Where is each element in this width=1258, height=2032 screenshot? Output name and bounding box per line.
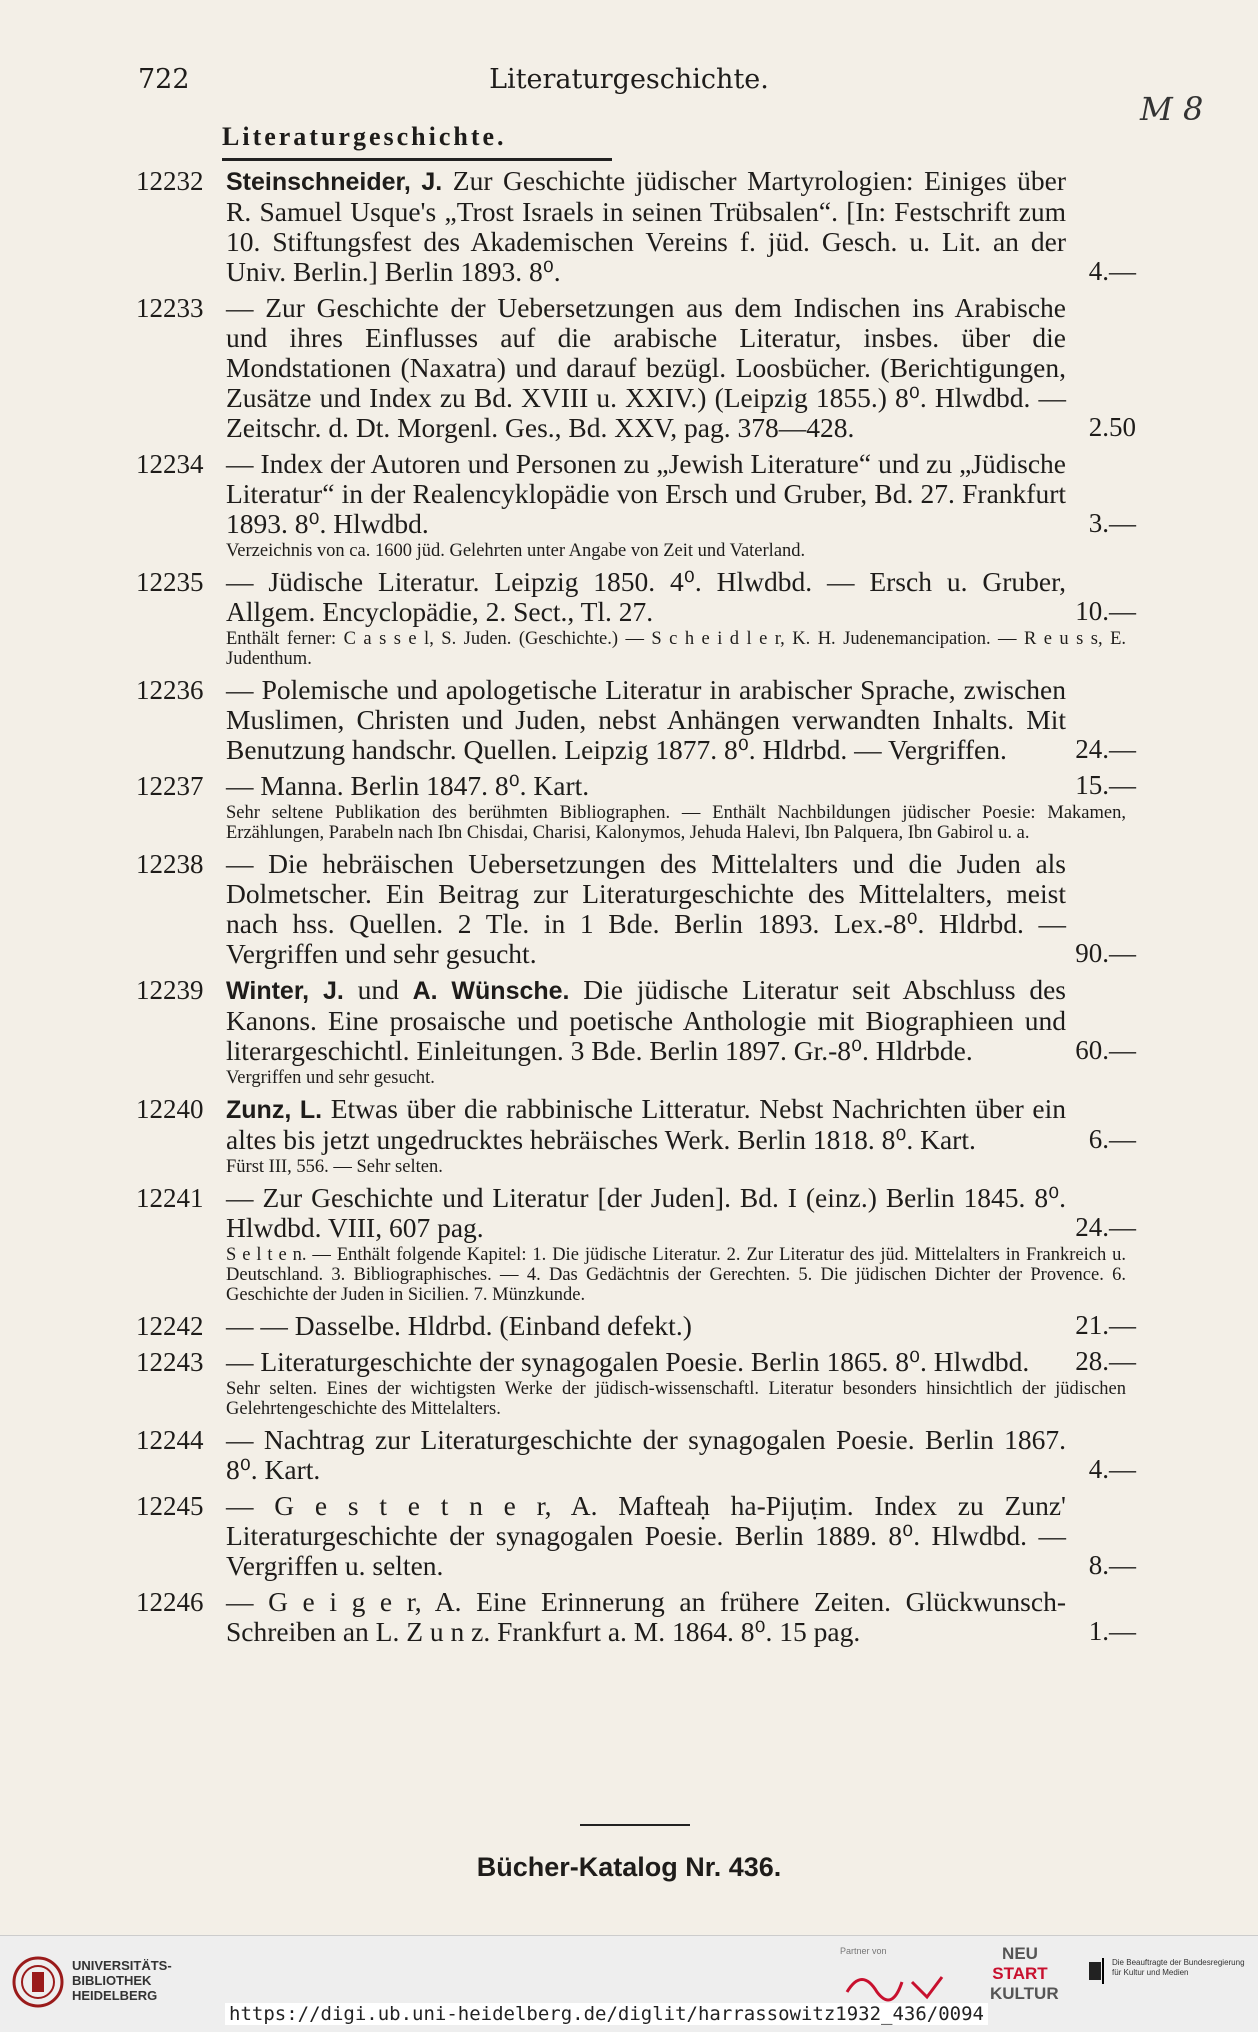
entry-note: Sehr selten. Eines der wichtigsten Werke der jüdisch-wissenschaftl. Literatur besonders hinsichtlich der jüdischen Gelehrtengeschichte des Mittelalters. xyxy=(226,1379,1126,1419)
entry-description xyxy=(226,849,1136,969)
handwritten-mark: M 8 xyxy=(1140,90,1204,128)
entry-price: 24.— xyxy=(1075,734,1136,764)
library-name: UNIVERSITÄTS- BIBLIOTHEK HEIDELBERG xyxy=(72,1958,172,2003)
entry-price: 4.— xyxy=(1088,1454,1136,1484)
catalog-entry xyxy=(136,1094,1136,1177)
section-rule xyxy=(222,158,612,161)
entry-text: — Literaturgeschichte der synagogalen Poesie. Berlin 1865. 8⁰. Hlwdbd. xyxy=(226,1346,1030,1377)
catalog-entry xyxy=(136,1347,1136,1419)
entry-price: 28.— xyxy=(1075,1346,1136,1376)
entry-number: 12236 xyxy=(136,675,204,705)
entry-price: 1.— xyxy=(1088,1616,1136,1646)
entry-number: 12239 xyxy=(136,975,204,1005)
entry-description xyxy=(226,675,1136,765)
entry-number: 12232 xyxy=(136,166,204,196)
entry-note: Vergriffen und sehr gesucht. xyxy=(226,1068,435,1088)
entry-number: 12234 xyxy=(136,449,204,479)
entry-number: 12237 xyxy=(136,771,204,801)
catalog-entry xyxy=(136,1183,1136,1305)
catalog-entry xyxy=(136,771,1136,843)
entry-description xyxy=(226,166,1136,287)
entry-price: 15.— xyxy=(1075,770,1136,800)
entry-text: — Jüdische Literatur. Leipzig 1850. 4⁰. Hlwdbd. — Ersch u. Gruber, Allgem. Encyclopädie, 2. Sect., Tl. 27. xyxy=(226,566,1066,627)
entry-text: — G e s t e t n e r, A. Mafteaḥ ha-Pijuṭim. Index zu Zunz' Literaturgeschichte der synagogalen Poesie. Berlin 1889. 8⁰. Hlwdbd. — Vergriffen u. selten. xyxy=(226,1490,1066,1581)
entry-number: 12242 xyxy=(136,1311,204,1341)
entry-number: 12246 xyxy=(136,1587,204,1617)
entry-number: 12243 xyxy=(136,1347,204,1377)
entry-number: 12238 xyxy=(136,849,204,879)
catalog-entry xyxy=(136,1587,1136,1647)
entry-price: 60.— xyxy=(1075,1035,1136,1065)
entry-note: Fürst III, 556. — Sehr selten. xyxy=(226,1157,443,1177)
entry-author: Winter, J. xyxy=(226,977,344,1005)
entry-number: 12245 xyxy=(136,1491,204,1521)
entry-description xyxy=(226,1425,1136,1485)
entry-price: 4.— xyxy=(1088,256,1136,286)
catalog-entry xyxy=(136,1311,1136,1341)
federal-eagle-icon xyxy=(1086,1958,1104,1984)
entry-note: Verzeichnis von ca. 1600 jüd. Gelehrten unter Angabe von Zeit und Vaterland. xyxy=(226,541,806,561)
catalog-entry xyxy=(136,449,1136,561)
page-url[interactable]: https://digi.ub.uni-heidelberg.de/diglit/harrassowitz1932_436/0094 xyxy=(225,2003,988,2025)
entry-price: 21.— xyxy=(1075,1310,1136,1340)
entry-number: 12244 xyxy=(136,1425,204,1455)
running-header xyxy=(130,64,1128,104)
entry-price: 8.— xyxy=(1088,1550,1136,1580)
entry-description xyxy=(226,1347,1136,1377)
entry-text: — G e i g e r, A. Eine Erinnerung an frühere Zeiten. Glückwunsch-Schreiben an L. Z u n z. Frankfurt a. M. 1864. 8⁰. 15 pag. xyxy=(226,1586,1066,1647)
catalog-entry xyxy=(136,293,1136,443)
catalog-entry xyxy=(136,675,1136,765)
running-title: Literaturgeschichte. xyxy=(489,64,769,95)
entry-text: — Index der Autoren und Personen zu „Jewish Literature“ und zu „Jüdische Literatur“ in der Realencyklopädie von Ersch und Gruber, Bd. 27. Frankfurt 1893. 8⁰. Hlwdbd. xyxy=(226,448,1066,539)
entry-number: 12235 xyxy=(136,567,204,597)
entry-description xyxy=(226,449,1136,539)
entry-description xyxy=(226,293,1136,443)
entry-price: 6.— xyxy=(1088,1124,1136,1154)
entry-author: Zunz, L. xyxy=(226,1096,323,1124)
entry-number: 12240 xyxy=(136,1094,204,1124)
entry-number: 12233 xyxy=(136,293,204,323)
entry-number: 12241 xyxy=(136,1183,204,1213)
entry-author: A. Wünsche. xyxy=(412,977,570,1005)
entry-text: und xyxy=(343,974,413,1005)
entry-description xyxy=(226,1311,1136,1341)
entry-note: S e l t e n. — Enthält folgende Kapitel: 1. Die jüdische Literatur. 2. Zur Literatur des jüd. Mittelalters in Frankreich u. Deutschland. 3. Bibliographisches. — 4. Das Gedächtnis der Gerechten. 5. Die jüdischen Dichter der Provence. 6. Geschichte der Juden in Sicilien. 7. Münzkunde. xyxy=(226,1245,1126,1305)
entry-description xyxy=(226,1183,1136,1243)
catalog-entry xyxy=(136,567,1136,669)
entry-author: Steinschneider, J. xyxy=(226,168,443,196)
entry-description xyxy=(226,567,1136,627)
entry-description xyxy=(226,975,1136,1066)
entry-description xyxy=(226,1491,1136,1581)
entry-text: — Nachtrag zur Literaturgeschichte der synagogalen Poesie. Berlin 1867. 8⁰. Kart. xyxy=(226,1424,1066,1485)
partner-label: Partner von xyxy=(840,1946,887,1956)
footer-rule xyxy=(580,1824,690,1826)
entry-text: Zur Geschichte jüdischer Martyrologien: Einiges über R. Samuel Usque's „Trost Israels in seinen Trübsalen“. [In: Festschrift zum 10. Stiftungsfest des Akademischen Vereins f. jüd. Gesch. u. Lit. an der Univ. Berlin.] Berlin 1893. 8⁰. xyxy=(226,165,1066,287)
entry-text: — Polemische und apologetische Literatur in arabischer Sprache, zwischen Muslimen, Christen und Juden, nebst Anhängen verwandten Inhalts. Mit Benutzung handschr. Quellen. Leipzig 1877. 8⁰. Hldrbd. — Vergriffen. xyxy=(226,674,1066,765)
entry-description xyxy=(226,1094,1136,1155)
neustart-kultur-logo[interactable]: NEU START KULTUR xyxy=(990,1944,1059,2003)
bund-text: Die Beauftragte der Bundesregierung für Kultur und Medien xyxy=(1112,1958,1245,1977)
section-heading: Literaturgeschichte. xyxy=(222,122,507,151)
entry-note: Enthält ferner: C a s s e l, S. Juden. (Geschichte.) — S c h e i d l e r, K. H. Judenemancipation. — R e u s s, E. Judenthum. xyxy=(226,629,1126,669)
entry-price: 2.50 xyxy=(1088,412,1136,442)
entry-text: — Die hebräischen Uebersetzungen des Mittelalters und die Juden als Dolmetscher. Ein Beitrag zur Literaturgeschichte des Mittelalters, meist nach hss. Quellen. 2 Tle. in 1 Bde. Berlin 1893. Lex.-8⁰. Hldrbd. — Vergriffen und sehr gesucht. xyxy=(226,848,1066,969)
entry-price: 90.— xyxy=(1075,938,1136,968)
entry-price: 3.— xyxy=(1088,508,1136,538)
entry-text: Etwas über die rabbinische Litteratur. Nebst Nachrichten über ein altes bis jetzt ungedrucktes hebräisches Werk. Berlin 1818. 8⁰. Kart. xyxy=(226,1093,1067,1155)
entry-description xyxy=(226,771,1136,801)
catalog-entry xyxy=(136,975,1136,1088)
entry-price: 24.— xyxy=(1075,1212,1136,1242)
entry-text: — Zur Geschichte der Uebersetzungen aus dem Indischen ins Arabische und ihres Einflusses auf die arabische Literatur, insbes. über die Mondstationen (Naxatra) und darauf bezügl. Loosbücher. (Berichtigungen, Zusätze und Index zu Bd. XVIII u. XXIV.) (Leipzig 1855.) 8⁰. Hlwdbd. — Zeitschr. d. Dt. Morgenl. Ges., Bd. XXV, pag. 378—428. xyxy=(226,292,1066,443)
university-seal-icon xyxy=(12,1956,64,2008)
entry-text: — — Dasselbe. Hldrbd. (Einband defekt.) xyxy=(226,1310,692,1341)
entry-note: Sehr seltene Publikation des berühmten Bibliographen. — Enthält Nachbildungen jüdischer Poesie: Makamen, Erzählungen, Parabeln nach Ibn Chisdai, Charisi, Kalonymos, Jehuda Halevi, Ibn Palquera, Ibn Gabirol u. a. xyxy=(226,803,1126,843)
catalog-entry xyxy=(136,166,1136,287)
entry-description xyxy=(226,1587,1136,1647)
entry-text: — Zur Geschichte und Literatur [der Juden]. Bd. I (einz.) Berlin 1845. 8⁰. Hlwdbd. VIII, 607 pag. xyxy=(226,1182,1066,1243)
catalog-entry xyxy=(136,1491,1136,1581)
page-number: 722 xyxy=(138,64,190,95)
catalog-entry xyxy=(136,849,1136,969)
entry-list xyxy=(136,166,1136,1653)
entry-price: 10.— xyxy=(1075,596,1136,626)
entry-text: — Manna. Berlin 1847. 8⁰. Kart. xyxy=(226,770,590,801)
entry-text: Die jüdische Literatur seit Abschluss des Kanons. Eine prosaische und poetische Anthologie mit Biographieen und literargeschichtl. Einleitungen. 3 Bde. Berlin 1897. Gr.-8⁰. Hldrbde. xyxy=(226,974,1067,1066)
catalog-footer: Bücher-Katalog Nr. 436. xyxy=(476,1852,782,1882)
catalog-entry xyxy=(136,1425,1136,1485)
